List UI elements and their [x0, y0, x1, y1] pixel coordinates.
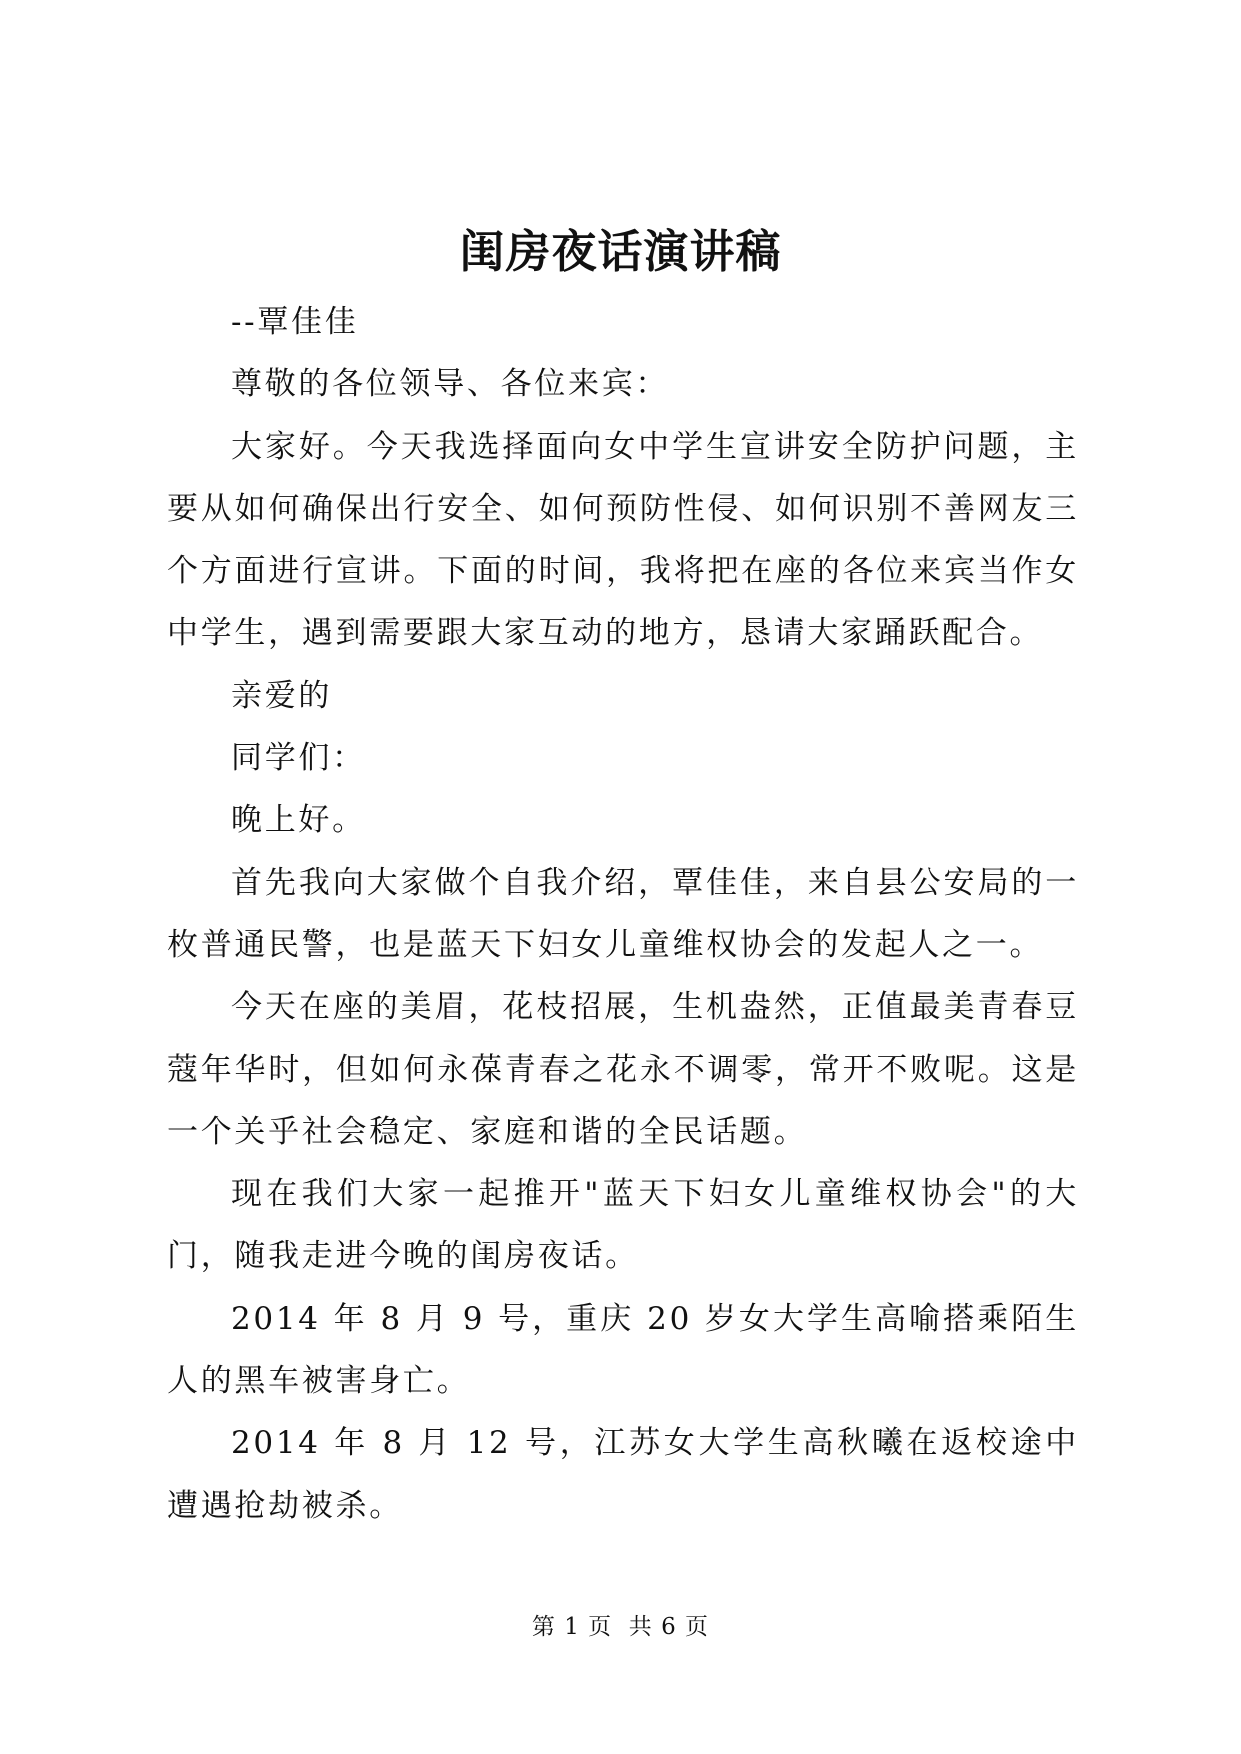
transition-paragraph: 现在我们大家一起推开"蓝天下妇女儿童维权协会"的大门，随我走进今晚的闺房夜话。 — [167, 1176, 1079, 1275]
intro-paragraph: 大家好。今天我选择面向女中学生宣讲安全防护问题，主要从如何确保出行安全、如何预防性侵、如何识别不善网友三个方面进行宣讲。下面的时间，我将把在座的各位来宾当作女中学生，遇到需要跟大家互动的地方，恳请大家踊跃配合。 — [167, 428, 1079, 652]
document-body — [167, 291, 1079, 1537]
salutation-paragraph: 尊敬的各位领导、各位来宾： — [231, 366, 670, 403]
greeting-paragraph-1: 亲爱的 — [231, 677, 333, 714]
page-number-label: 第 1 页 共 6 页 — [531, 1614, 710, 1640]
greeting-paragraph-2: 同学们： — [231, 740, 366, 777]
self-intro-paragraph: 首先我向大家做个自我介绍，覃佳佳，来自县公安局的一枚普通民警，也是蓝天下妇女儿童维权协会的发起人之一。 — [167, 864, 1079, 963]
author-line: --覃佳佳 — [231, 304, 359, 340]
case-paragraph-1: 2014 年 8 月 9 号，重庆 20 岁女大学生高喻搭乘陌生人的黑车被害身亡。 — [167, 1300, 1079, 1400]
document-title: 闺房夜话演讲稿 — [459, 225, 782, 278]
topic-paragraph: 今天在座的美眉，花枝招展，生机盎然，正值最美青春豆蔻年华时，但如何永葆青春之花永不调零，常开不败呢。这是一个关乎社会稳定、家庭和谐的全民话题。 — [167, 989, 1079, 1150]
page-footer — [0, 1612, 1241, 1642]
greeting-paragraph-3: 晚上好。 — [231, 802, 366, 839]
case-paragraph-2: 2014 年 8 月 12 号，江苏女大学生高秋曦在返校途中遭遇抢劫被杀。 — [167, 1425, 1079, 1524]
